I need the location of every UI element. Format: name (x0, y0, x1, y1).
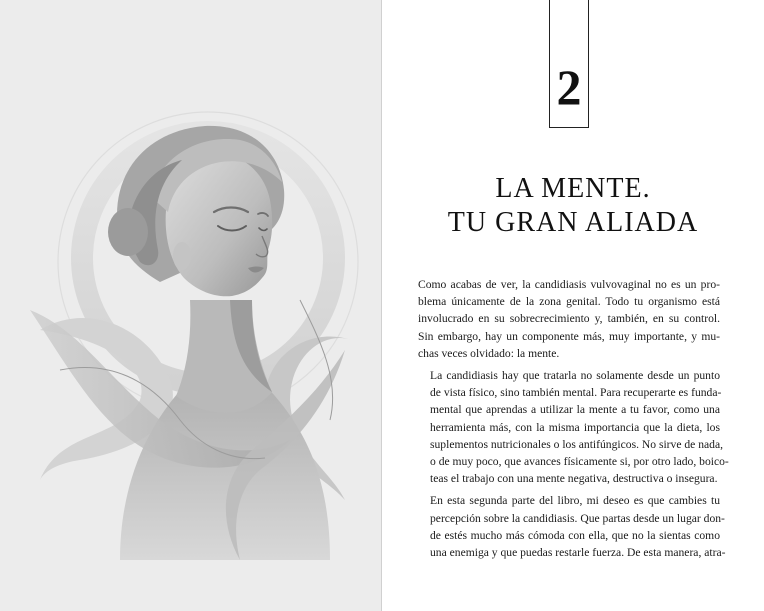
woman-portrait-icon (0, 0, 381, 611)
chapter-body (418, 276, 729, 566)
chapter-title-line: LA MENTE. (495, 173, 651, 204)
chapter-title-line: TU GRAN ALIADA (447, 207, 699, 238)
text-line: En esta segunda parte del libro, mi deseo es que cambies tu (430, 494, 720, 508)
text-line: de vista físico, sino también mental. Para recuperarte es funda- (430, 386, 722, 400)
text-line: suplementos nutricionales o los antifúngicos. No sirve de nada, (430, 437, 724, 451)
illustration-page (0, 0, 381, 611)
chapter-tab (549, 0, 589, 128)
chapter-title (414, 172, 732, 240)
text-line: Como acabas de ver, la candidiasis vulvovaginal no es un pro- (418, 278, 720, 291)
text-line: percepción sobre la candidiasis. Que partas desde un lugar don- (430, 511, 725, 525)
paragraph (418, 492, 726, 561)
text-line: teas el trabajo con una mente negativa, destructiva o insegura. (430, 472, 718, 486)
text-line: mental que aprendas a utilizar la mente a tu favor, como una (430, 403, 720, 417)
text-line: una enemiga y que puedas restarle fuerza. De esta manera, atra- (430, 546, 726, 560)
text-line: de estés mucho más cómoda con ella, que no la sientas como (430, 528, 720, 542)
text-line: involucrado en su sobrecrecimiento y, también, en su control. (418, 312, 720, 326)
chapter-number: 2 (556, 59, 582, 115)
text-line: chas veces olvidado: la mente. (418, 346, 560, 360)
text-line: Sin embargo, hay un componente más, muy importante, y mu- (418, 329, 720, 343)
paragraph (418, 367, 729, 487)
text-line: La candidiasis hay que tratarla no solamente desde un punto (430, 369, 720, 383)
text-line: herramienta más, con la misma importancia que la dieta, los (430, 420, 720, 434)
paragraph (418, 276, 720, 362)
text-line: blema únicamente de la zona genital. Todo tu organismo está (418, 295, 720, 309)
text-line: o de muy poco, que avances físicamente si, por otro lado, boico- (430, 455, 729, 469)
